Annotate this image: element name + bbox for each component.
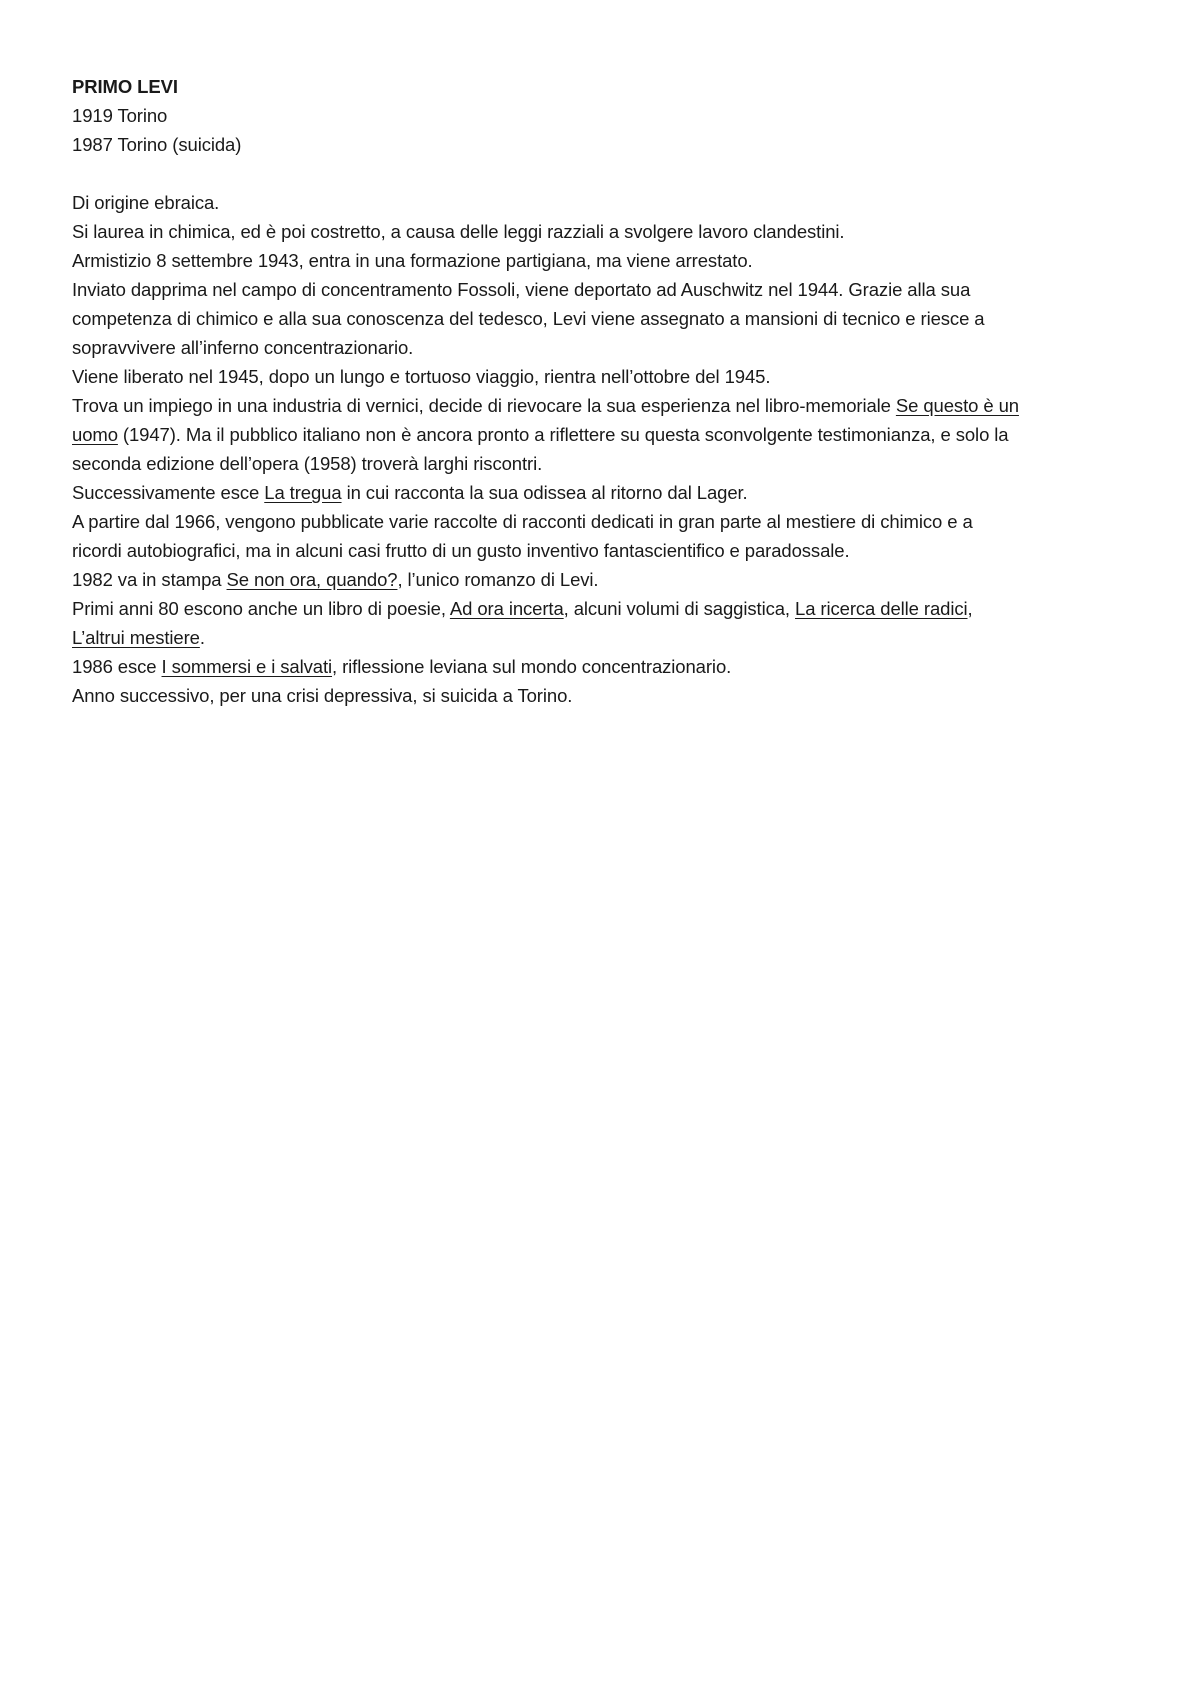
paragraph-deportation-line-3: sopravvivere all’inferno concentrazionario. [72, 337, 414, 358]
birth-line: 1919 Torino [72, 105, 168, 126]
paragraph-death: Anno successivo, per una crisi depressiva, si suicida a Torino. [72, 685, 573, 706]
eighties-text: Primi anni 80 escono anche un libro di poesie, [72, 598, 450, 619]
paragraph-memoir-line-1 [72, 391, 1140, 420]
book-title-se-questo-e-un-uomo: Se questo è un [895, 395, 1019, 416]
paragraph-degree: Si laurea in chimica, ed è poi costretto, a causa delle leggi razziali a svolgere lavoro clandestini. [72, 221, 845, 242]
book-title-laltrui-mestiere: L’altrui mestiere [72, 627, 200, 648]
death-line: 1987 Torino (suicida) [72, 134, 242, 155]
memoir-text: Trova un impiego in una industria di vernici, decide di rievocare la sua esperienza nel libro-memoriale [72, 395, 896, 416]
memoir-text: (1947). Ma il pubblico italiano non è ancora pronto a riflettere su questa sconvolgente testimonianza, e solo la [117, 424, 1009, 445]
paragraph-stories-line-1: A partire dal 1966, vengono pubblicate varie raccolte di racconti dedicati in gran parte al mestiere di chimico e a [72, 511, 973, 532]
paragraph-memoir-line-3: seconda edizione dell’opera (1958) troverà larghi riscontri. [72, 453, 543, 474]
eighties-text: , [967, 598, 973, 619]
paragraph-eighties-line-1 [72, 594, 1140, 623]
paragraph-liberation: Viene liberato nel 1945, dopo un lungo e tortuoso viaggio, rientra nell’ottobre del 1945. [72, 366, 771, 387]
paragraph-deportation-line-1: Inviato dapprima nel campo di concentramento Fossoli, viene deportato ad Auschwitz nel 1944. Grazie alla sua [72, 279, 971, 300]
paragraph-stories-line-2: ricordi autobiografici, ma in alcuni casi frutto di un gusto inventivo fantascientifico e paradossale. [72, 540, 850, 561]
sommersi-text: 1986 esce [72, 656, 162, 677]
novel-text: , l’unico romanzo di Levi. [397, 569, 599, 590]
sommersi-text: , riflessione leviana sul mondo concentrazionario. [332, 656, 732, 677]
paragraph-sommersi [72, 652, 1140, 681]
book-title-i-sommersi-e-i-salvati: I sommersi e i salvati [161, 656, 333, 677]
eighties-text: . [199, 627, 205, 648]
paragraph-eighties-line-2 [72, 623, 1140, 652]
book-title-se-non-ora-quando: Se non ora, quando? [226, 569, 398, 590]
eighties-text: , alcuni volumi di saggistica, [563, 598, 795, 619]
paragraph-novel [72, 565, 1140, 594]
paragraph-deportation-line-2: competenza di chimico e alla sua conoscenza del tedesco, Levi viene assegnato a mansioni di tecnico e riesce a [72, 308, 985, 329]
paragraph-origin: Di origine ebraica. [72, 192, 220, 213]
book-title-la-tregua: La tregua [264, 482, 342, 503]
blank-line [72, 159, 1140, 188]
book-title-se-questo-e-un-uomo-cont: uomo [72, 424, 118, 445]
book-title-ad-ora-incerta: Ad ora incerta [449, 598, 564, 619]
tregua-text: Successivamente esce [72, 482, 265, 503]
paragraph-armistice: Armistizio 8 settembre 1943, entra in una formazione partigiana, ma viene arrestato. [72, 250, 753, 271]
paragraph-memoir-line-2 [72, 420, 1140, 449]
novel-text: 1982 va in stampa [72, 569, 227, 590]
tregua-text: in cui racconta la sua odissea al ritorno dal Lager. [341, 482, 748, 503]
paragraph-la-tregua [72, 478, 1140, 507]
document-title: PRIMO LEVI [72, 76, 178, 97]
book-title-la-ricerca-delle-radici: La ricerca delle radici [795, 598, 968, 619]
